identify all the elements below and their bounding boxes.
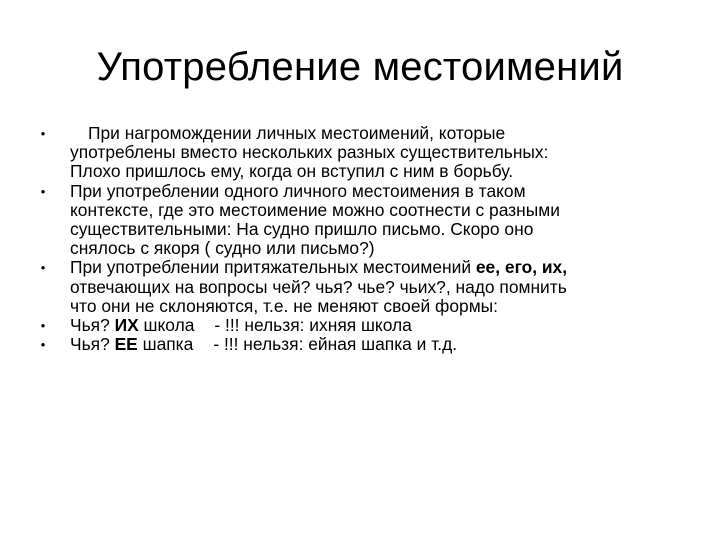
bullet-4-suffix: - !!! нельзя: ихняя школа	[214, 315, 412, 336]
bullet-dot-icon: •	[40, 126, 46, 141]
bullet-1-line-1: При нагромождении личных местоимений, которые	[88, 123, 506, 143]
bullet-dot-icon: •	[40, 260, 46, 276]
bullet-5-suffix: - !!! нельзя: ейная шапка и т.д.	[213, 334, 458, 355]
bullet-4-middle: школа	[138, 315, 195, 336]
bullet-2-line-4: снялось с якоря ( судно или письмо?)	[70, 238, 375, 259]
bullet-3-plain-text: При употреблении притяжательных местоимений	[70, 257, 476, 278]
bullet-3-line-1	[70, 258, 696, 277]
bullet-3-bold-pronouns: ее, его, их,	[475, 257, 568, 278]
bullet-3-line-2: отвечающих на вопросы чей? чья? чье? чьих?, надо помнить	[70, 276, 567, 297]
bullet-2-line-3: существительными: На судно пришло письмо. Скоро оно	[70, 219, 534, 240]
bullet-1-line-2: употреблены вместо нескольких разных существительных:	[70, 142, 549, 163]
bullet-list	[36, 124, 696, 354]
bullet-dot-icon: •	[40, 183, 46, 199]
bullet-2-line-1: При употреблении одного личного местоимения в таком	[70, 180, 526, 201]
bullet-5-line	[70, 335, 696, 354]
bullet-4-line	[70, 316, 696, 335]
bullet-5-middle: шапка	[137, 334, 194, 355]
bullet-1-line-3: Плохо пришлось ему, когда он вступил с ним в борьбу.	[70, 161, 514, 182]
bullet-dot-icon: •	[40, 337, 46, 353]
bullet-4-prefix: Чья?	[70, 315, 115, 336]
bullet-dot-icon: •	[40, 318, 46, 334]
bullet-4-bold-word: ИХ	[114, 315, 139, 336]
bullet-5-prefix: Чья?	[70, 334, 115, 355]
bullet-5-bold-word: ЕЕ	[114, 334, 138, 355]
bullet-item-1	[36, 124, 696, 182]
bullet-item-5	[36, 335, 696, 354]
bullet-3-line-3: что они не склоняются, т.е. не меняют своей формы:	[70, 295, 498, 316]
slide-title: Употребление местоимений	[96, 45, 624, 89]
bullet-item-2	[36, 182, 696, 259]
bullet-2-line-2: контексте, где это местоимение можно соотнести с разными	[70, 199, 560, 220]
bullet-item-3	[36, 258, 696, 316]
bullet-item-4	[36, 316, 696, 335]
